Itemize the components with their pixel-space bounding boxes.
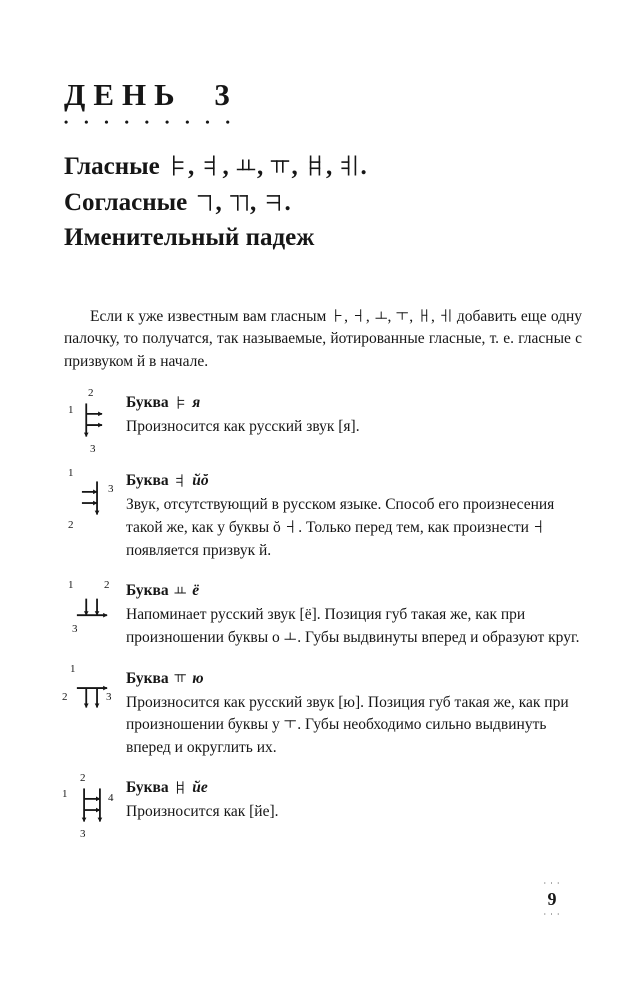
letter-description: Произносится как русский звук [ю]. Позиция губ такая же, как при произношении буквы у . Губы необходимо сильно выдвинуть вперед и округлить их. xyxy=(126,693,569,756)
stroke-order-diagram xyxy=(64,579,124,640)
hangul-jamo-glyph xyxy=(174,396,186,409)
page-number-dots-bottom: · · · xyxy=(543,910,561,920)
hangul-jamo-glyph xyxy=(174,474,186,487)
hangul-jamo-glyph xyxy=(339,155,359,176)
entry-text xyxy=(124,779,582,824)
hangul-jamo-glyph xyxy=(201,155,221,176)
entry-text xyxy=(124,472,582,562)
hangul-letter-diagram xyxy=(74,783,110,827)
hangul-jamo-glyph xyxy=(174,671,186,684)
letter-name: ю xyxy=(192,669,204,687)
letter-entry xyxy=(62,772,582,841)
hangul-jamo-glyph xyxy=(270,155,290,176)
hangul-jamo-glyph xyxy=(264,191,284,212)
letter-entry xyxy=(64,467,582,562)
heading-line-vowels: Гласные , , , , , . xyxy=(64,153,367,181)
hangul-letter-diagram xyxy=(74,674,110,718)
stroke-number: 2 xyxy=(80,772,86,785)
heading-line-consonants: Согласные , , . xyxy=(64,188,291,216)
hangul-jamo-glyph xyxy=(418,309,430,322)
hangul-jamo-glyph xyxy=(229,191,249,212)
stroke-number: 3 xyxy=(72,623,78,636)
hangul-jamo-glyph xyxy=(440,309,452,322)
hangul-jamo-glyph xyxy=(353,309,365,322)
heading-line-case: Именительный падеж xyxy=(64,224,315,252)
stroke-number: 3 xyxy=(106,690,112,703)
stroke-number: 2 xyxy=(62,690,68,703)
letter-label xyxy=(126,582,582,600)
letter-label-word: Буква xyxy=(126,394,169,412)
letter-label-jamo xyxy=(174,394,188,411)
stroke-number: 2 xyxy=(104,579,110,592)
stroke-number: 2 xyxy=(88,387,94,400)
letter-entry xyxy=(64,387,582,456)
stroke-number: 2 xyxy=(68,519,74,532)
stroke-order-diagram xyxy=(62,772,124,841)
hangul-jamo-glyph xyxy=(396,309,408,322)
hangul-jamo-glyph xyxy=(285,520,297,533)
letter-name: йŏ xyxy=(192,472,209,490)
chapter-heading xyxy=(64,149,582,256)
stroke-number: 1 xyxy=(68,579,74,592)
letter-label xyxy=(126,472,582,490)
hangul-jamo-glyph xyxy=(375,309,387,322)
letter-label-word: Буква xyxy=(126,669,169,687)
hangul-jamo-glyph xyxy=(331,309,343,322)
letter-label-jamo xyxy=(174,582,188,599)
letter-label-jamo xyxy=(174,779,188,796)
hangul-jamo-glyph xyxy=(74,586,110,630)
letter-description: Произносится как [йе]. xyxy=(126,803,279,821)
hangul-jamo-glyph xyxy=(74,398,110,442)
stroke-order-diagram xyxy=(64,467,124,532)
page-number: 9 xyxy=(547,889,557,909)
letter-label xyxy=(126,779,582,797)
letter-description: Звук, отсутствующий в русском языке. Способ его произнесения такой же, как у буквы ŏ . Только перед тем, как произнести появляется призвук й. xyxy=(126,496,555,559)
hangul-jamo-glyph xyxy=(533,520,545,533)
letter-entries xyxy=(62,387,582,841)
hangul-jamo-glyph xyxy=(195,191,215,212)
letter-label-word: Буква xyxy=(126,582,169,600)
stroke-number: 3 xyxy=(108,483,114,496)
stroke-number: 4 xyxy=(108,792,114,805)
hangul-letter-diagram xyxy=(74,586,110,630)
letter-entry xyxy=(64,579,582,649)
entry-text xyxy=(124,670,582,760)
day-title: ДЕНЬ 3 xyxy=(64,77,238,112)
hangul-jamo-glyph xyxy=(74,476,110,520)
stroke-order-diagram xyxy=(64,387,124,456)
stroke-order-diagram xyxy=(62,662,124,728)
letter-label-jamo xyxy=(174,472,188,489)
hangul-jamo-glyph xyxy=(284,717,296,730)
hangul-jamo-glyph xyxy=(236,155,256,176)
letter-name: я xyxy=(192,394,201,412)
letter-description: Напоминает русский звук [ё]. Позиция губ такая же, как при произношении буквы о . Губы выдвинуты вперед и образуют круг. xyxy=(126,606,580,646)
entry-text xyxy=(124,582,582,649)
stroke-number: 1 xyxy=(68,467,74,480)
hangul-jamo-glyph xyxy=(74,783,110,827)
letter-label-jamo xyxy=(174,670,188,687)
letter-name: ё xyxy=(192,582,200,600)
letter-label-word: Буква xyxy=(126,779,169,797)
stroke-number: 1 xyxy=(62,788,68,801)
letter-entry xyxy=(62,662,582,760)
hangul-jamo-glyph xyxy=(284,630,296,643)
hangul-jamo-glyph xyxy=(167,155,187,176)
stroke-number: 3 xyxy=(80,828,86,841)
letter-label xyxy=(126,670,582,688)
letter-label-word: Буква xyxy=(126,472,169,490)
stroke-number: 3 xyxy=(90,443,96,456)
stroke-number: 1 xyxy=(70,662,76,675)
title-dots-divider: • • • • • • • • • xyxy=(64,115,237,130)
hangul-jamo-glyph xyxy=(305,155,325,176)
hangul-letter-diagram xyxy=(74,476,110,520)
hangul-jamo-glyph xyxy=(74,674,110,718)
letter-label xyxy=(126,394,582,412)
hangul-jamo-glyph xyxy=(174,781,186,794)
stroke-number: 1 xyxy=(68,404,74,417)
letter-name: йе xyxy=(192,779,208,797)
page-number-block xyxy=(542,880,562,919)
letter-description: Произносится как русский звук [я]. xyxy=(126,418,360,436)
intro-paragraph: Если к уже известным вам гласным , , , , , добавить еще одну палочку, то получатся, так называемые, йотированные гласные, т. е. гласные с призвуком й в начале. xyxy=(64,307,583,370)
page-number-dots-top: · · · xyxy=(543,879,561,888)
hangul-jamo-glyph xyxy=(174,584,186,597)
entry-text xyxy=(124,394,582,439)
hangul-letter-diagram xyxy=(74,398,110,442)
